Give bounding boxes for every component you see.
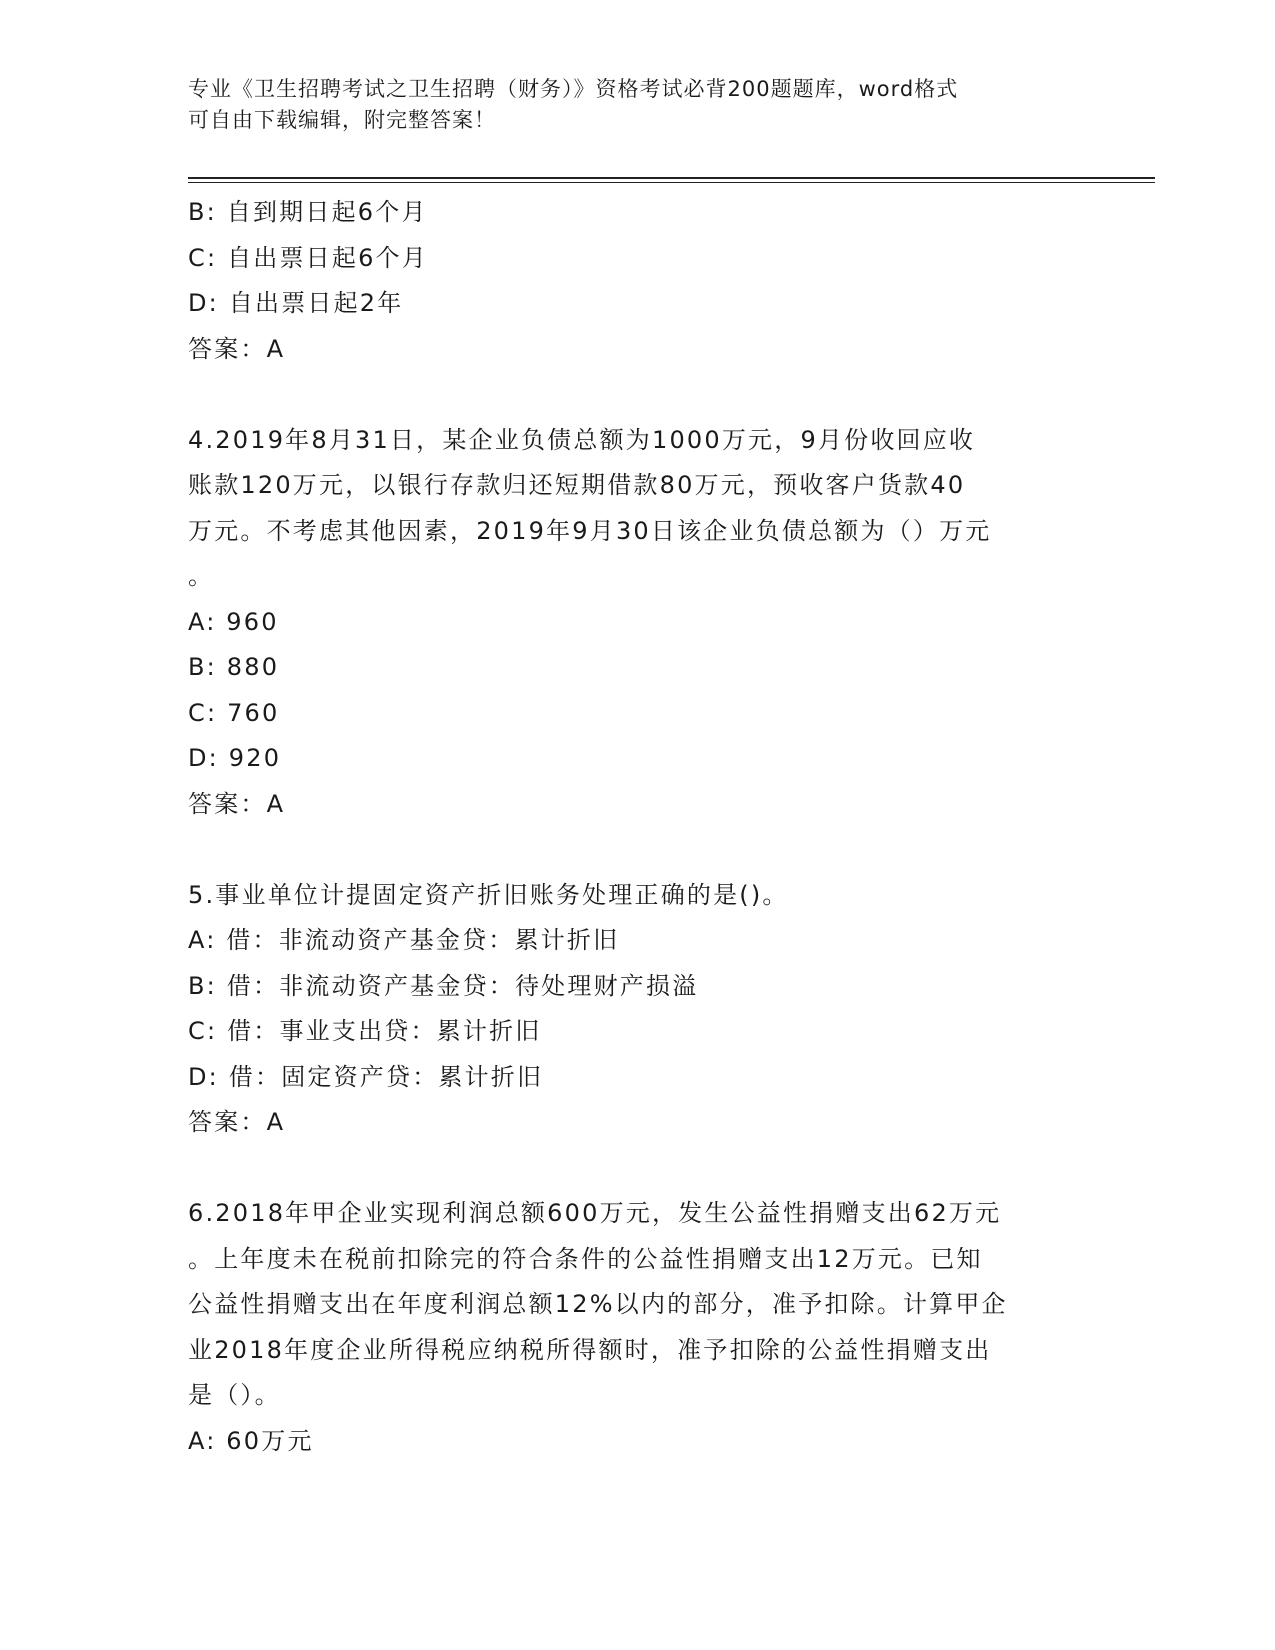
question-stem-line: 是（）。 — [188, 1381, 281, 1409]
question-stem-line: 6.2018年甲企业实现利润总额600万元，发生公益性捐赠支出62万元 — [188, 1199, 1002, 1227]
option-a: A: 60万元 — [188, 1426, 314, 1455]
option-b: B: 借：非流动资产基金贷：待处理财产损溢 — [188, 971, 699, 1000]
option-d: D: 自出票日起2年 — [188, 289, 404, 317]
question-stem-line: 。上年度未在税前扣除完的符合条件的公益性捐赠支出12万元。已知 — [188, 1244, 983, 1273]
option-a: A: 960 — [188, 607, 279, 636]
question-stem-line: 。 — [188, 562, 215, 590]
answer-label: 答案：A — [188, 1108, 286, 1136]
question-stem-line: 公益性捐赠支出在年度利润总额12%以内的部分，准予扣除。计算甲企 — [188, 1290, 1008, 1318]
question-3 — [188, 190, 1088, 372]
document-header — [188, 74, 1068, 136]
option-d: D: 920 — [188, 744, 282, 772]
header-title-line-2: 可自由下载编辑，附完整答案！ — [188, 108, 496, 132]
option-c: C: 760 — [188, 698, 280, 727]
header-title-line-1: 专业《卫生招聘考试之卫生招聘（财务）》资格考试必背200题题库，word格式 — [188, 77, 959, 101]
header-rule-thin — [188, 182, 1155, 183]
question-stem-line: 万元。不考虑其他因素，2019年9月30日该企业负债总额为（）万元 — [188, 516, 992, 545]
question-6 — [188, 1191, 1088, 1464]
question-stem-line: 5.事业单位计提固定资产折旧账务处理正确的是()。 — [188, 880, 789, 909]
option-a: A: 借：非流动资产基金贷：累计折旧 — [188, 926, 620, 954]
option-c: C: 自出票日起6个月 — [188, 243, 428, 272]
option-c: C: 借：事业支出贷：累计折旧 — [188, 1017, 542, 1045]
header-rule-thick — [188, 177, 1155, 179]
spacer — [188, 372, 1088, 418]
question-5 — [188, 873, 1088, 1146]
spacer — [188, 1146, 1088, 1192]
option-b: B: 880 — [188, 653, 280, 681]
spacer — [188, 827, 1088, 873]
answer-label: 答案：A — [188, 789, 286, 818]
answer-label: 答案：A — [188, 334, 286, 363]
question-4 — [188, 418, 1088, 828]
option-b: B: 自到期日起6个月 — [188, 198, 428, 226]
question-stem-line: 账款120万元，以银行存款归还短期借款80万元，预收客户货款40 — [188, 471, 966, 499]
question-stem-line: 业2018年度企业所得税应纳税所得额时，准予扣除的公益性捐赠支出 — [188, 1335, 992, 1364]
question-content — [188, 190, 1088, 1464]
question-stem-line: 4.2019年8月31日，某企业负债总额为1000万元，9月份收回应收 — [188, 425, 976, 454]
option-d: D: 借：固定资产贷：累计折旧 — [188, 1062, 544, 1091]
